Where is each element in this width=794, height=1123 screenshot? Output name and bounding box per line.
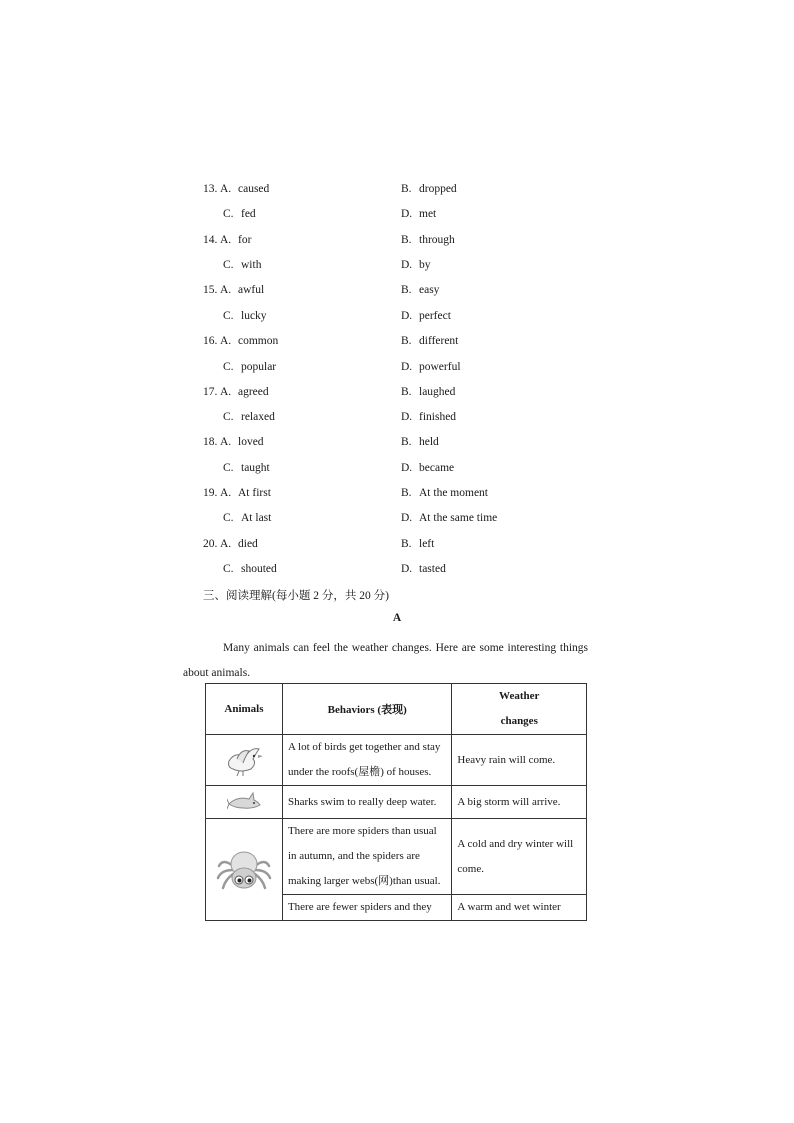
question-number: 20. xyxy=(203,538,218,550)
option-d: became xyxy=(419,462,455,474)
option-a-label: A. xyxy=(220,183,232,195)
intro-line-1: Many animals can feel the weather changes. Here are some interesting things xyxy=(223,642,588,654)
spider-icon xyxy=(215,842,273,898)
question-row-19 xyxy=(203,483,603,503)
option-b-label: B. xyxy=(401,386,412,398)
option-c-label: C. xyxy=(223,310,234,322)
behavior-line: in autumn, and the spiders are xyxy=(287,850,420,862)
question-row-15-cd xyxy=(203,306,603,326)
behavior-cell xyxy=(282,735,451,786)
option-d: tasted xyxy=(419,563,446,575)
option-d: powerful xyxy=(419,361,461,373)
animals-weather-table xyxy=(205,683,587,921)
option-b-label: B. xyxy=(401,234,412,246)
weather-line: come. xyxy=(457,862,484,875)
option-b-label: B. xyxy=(401,284,412,296)
option-b: different xyxy=(419,335,459,347)
option-a: At first xyxy=(238,487,271,499)
option-d-label: D. xyxy=(401,310,413,322)
behavior-line: Sharks swim to really deep water. xyxy=(287,795,437,808)
bird-icon xyxy=(223,741,265,779)
question-row-18-cd xyxy=(203,458,603,478)
animal-cell xyxy=(206,819,283,921)
option-d: perfect xyxy=(419,310,451,322)
option-b-label: B. xyxy=(401,183,412,195)
option-c: popular xyxy=(241,361,277,373)
weather-cell xyxy=(452,895,587,921)
animal-cell xyxy=(206,786,283,819)
question-row-19-cd xyxy=(203,508,603,528)
option-a: agreed xyxy=(238,386,269,398)
option-b: held xyxy=(419,436,439,448)
question-row-18 xyxy=(203,432,603,452)
question-row-20-cd xyxy=(203,559,603,579)
question-row-16 xyxy=(203,331,603,351)
weather-cell xyxy=(452,786,587,819)
question-row-20 xyxy=(203,534,603,554)
question-row-13 xyxy=(203,179,603,199)
question-row-14-cd xyxy=(203,255,603,275)
question-number: 18. xyxy=(203,436,218,448)
option-d: met xyxy=(419,208,437,220)
shark-icon xyxy=(227,790,261,814)
header-weather-line2: changes xyxy=(500,715,538,727)
header-weather xyxy=(452,684,587,735)
option-c: relaxed xyxy=(241,411,275,423)
question-row-13-cd xyxy=(203,204,603,224)
behavior-cell xyxy=(282,786,451,819)
option-c: shouted xyxy=(241,563,277,575)
header-weather-line1: Weather xyxy=(499,690,540,702)
passage-letter: A xyxy=(392,612,402,624)
option-b: through xyxy=(419,234,455,246)
option-c-label: C. xyxy=(223,259,234,271)
option-d-label: D. xyxy=(401,512,413,524)
option-b-label: B. xyxy=(401,335,412,347)
weather-line: A warm and wet winter xyxy=(457,901,561,913)
option-c: taught xyxy=(241,462,270,474)
table-header-row xyxy=(206,684,587,735)
passage-intro xyxy=(183,636,588,686)
option-b: left xyxy=(419,538,435,550)
header-animals: Animals xyxy=(206,684,283,735)
weather-cell xyxy=(452,819,587,895)
option-d-label: D. xyxy=(401,259,413,271)
question-row-17-cd xyxy=(203,407,603,427)
option-a: died xyxy=(238,538,258,550)
behavior-line: There are more spiders than usual xyxy=(287,825,437,837)
option-d-label: D. xyxy=(401,208,413,220)
option-c-label: C. xyxy=(223,361,234,373)
option-a: for xyxy=(238,234,252,246)
option-c-label: C. xyxy=(223,411,234,423)
question-row-14 xyxy=(203,230,603,250)
option-d: At the same time xyxy=(419,512,498,524)
option-a: caused xyxy=(238,183,270,195)
option-d-label: D. xyxy=(401,462,413,474)
option-c-label: C. xyxy=(223,462,234,474)
option-c-label: C. xyxy=(223,512,234,524)
table-row xyxy=(206,735,587,786)
option-c: At last xyxy=(241,512,272,524)
question-row-17 xyxy=(203,382,603,402)
option-c-label: C. xyxy=(223,208,234,220)
option-b: laughed xyxy=(419,386,456,398)
question-number: 13. xyxy=(203,183,218,195)
header-behaviors: Behaviors (表现) xyxy=(282,684,451,735)
option-b-label: B. xyxy=(401,487,412,499)
option-b-label: B. xyxy=(401,436,412,448)
question-number: 15. xyxy=(203,284,218,296)
behavior-line: making larger webs(网)than usual. xyxy=(287,875,441,887)
option-d-label: D. xyxy=(401,411,413,423)
option-d-label: D. xyxy=(401,563,413,575)
behavior-line: under the roofs(屋檐) of houses. xyxy=(287,766,432,778)
option-b: easy xyxy=(419,284,440,296)
behavior-cell xyxy=(282,819,451,895)
weather-line: Heavy rain will come. xyxy=(457,753,556,766)
option-a: loved xyxy=(238,436,264,448)
option-c: with xyxy=(241,259,262,271)
weather-line: A cold and dry winter will xyxy=(457,837,574,850)
option-d: finished xyxy=(419,411,457,423)
option-a-label: A. xyxy=(220,538,232,550)
table-row xyxy=(206,819,587,895)
option-c: fed xyxy=(241,208,256,220)
option-a: awful xyxy=(238,284,265,296)
option-a-label: A. xyxy=(220,335,232,347)
question-number: 14. xyxy=(203,234,218,246)
option-a-label: A. xyxy=(220,386,232,398)
intro-line-2: about animals. xyxy=(183,667,251,679)
behavior-cell xyxy=(282,895,451,921)
question-number: 17. xyxy=(203,386,218,398)
option-a-label: A. xyxy=(220,487,232,499)
option-a-label: A. xyxy=(220,284,232,296)
option-c-label: C. xyxy=(223,563,234,575)
option-a-label: A. xyxy=(220,436,232,448)
question-row-15 xyxy=(203,280,603,300)
option-b-label: B. xyxy=(401,538,412,550)
option-b: At the moment xyxy=(419,487,488,499)
behavior-line: A lot of birds get together and stay xyxy=(287,741,441,753)
option-b: dropped xyxy=(419,183,457,195)
behavior-line: There are fewer spiders and they xyxy=(287,901,432,913)
section-heading: 三、阅读理解(每小题 2 分，共 20 分) xyxy=(203,590,389,602)
question-row-16-cd xyxy=(203,357,603,377)
question-number: 16. xyxy=(203,335,218,347)
weather-line: A big storm will arrive. xyxy=(457,795,561,808)
option-c: lucky xyxy=(241,310,267,322)
option-d-label: D. xyxy=(401,361,413,373)
weather-cell xyxy=(452,735,587,786)
animal-cell xyxy=(206,735,283,786)
table-row xyxy=(206,786,587,819)
option-a: common xyxy=(238,335,279,347)
option-d: by xyxy=(419,259,431,271)
option-a-label: A. xyxy=(220,234,232,246)
question-number: 19. xyxy=(203,487,218,499)
